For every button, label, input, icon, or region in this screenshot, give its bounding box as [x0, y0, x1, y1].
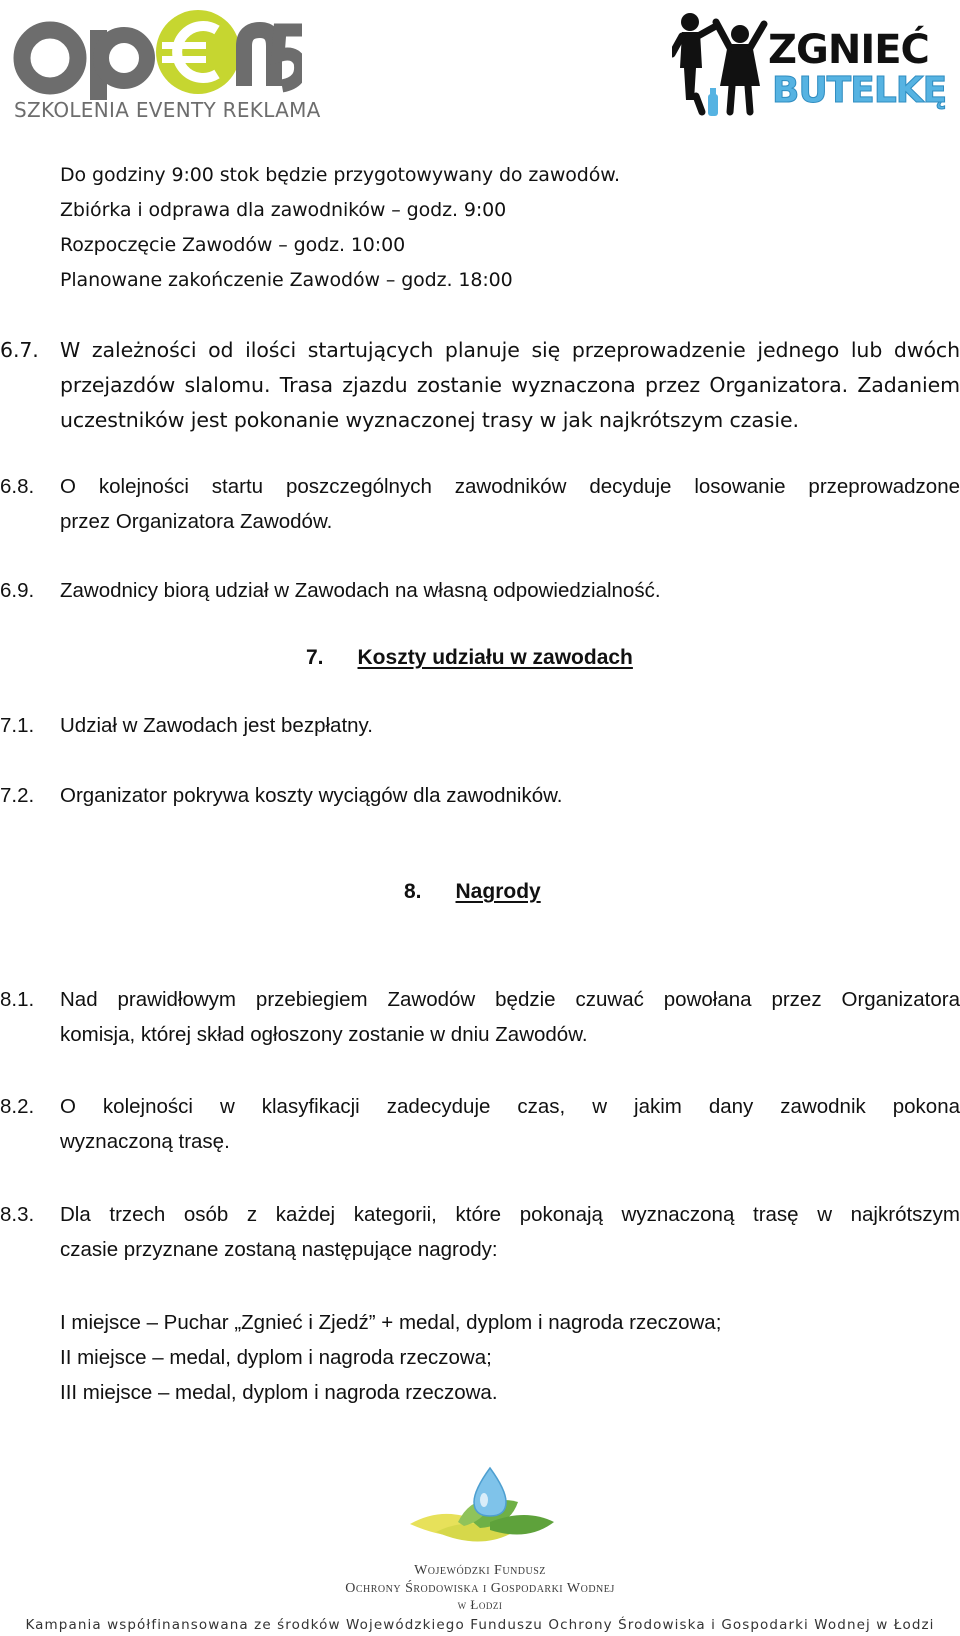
- fund-name-line: w Łodzi: [457, 1597, 503, 1612]
- prize-line: I miejsce – Puchar „Zgnieć i Zjedź” + medal, dyplom i nagroda rzeczowa;: [60, 1311, 722, 1334]
- open5-logo: [12, 6, 321, 122]
- fund-name-line: Wojewódzki Fundusz: [414, 1563, 546, 1578]
- item-text-line: Dla trzech osób z każdej kategorii, które pokonają wyznaczoną trasę w najkrótszym: [60, 1203, 960, 1226]
- item-text-line: Nad prawidłowym przebiegiem Zawodów będzie czuwać powołana przez Organizatora: [60, 988, 960, 1011]
- item-7-2: Organizator pokrywa koszty wyciągów dla zawodników.: [60, 784, 563, 807]
- item-number: 8.1.: [0, 988, 35, 1011]
- open5-wordmark-graphic: [12, 6, 302, 102]
- item-8-2: [60, 1089, 960, 1159]
- item-number: 7.2.: [0, 784, 35, 807]
- item-6-7: [60, 333, 960, 438]
- section-title: Nagrody: [455, 880, 541, 903]
- section-heading-8: [404, 874, 541, 909]
- item-number: 8.3.: [0, 1203, 35, 1226]
- item-text-line: uczestników jest pokonanie wyznaczonej trasy w jak najkrótszym czasie.: [60, 408, 799, 432]
- item-text-line: W zależności od ilości startujących planuje się przeprowadzenie jednego lub dwóch: [60, 338, 960, 362]
- schedule-line: Do godziny 9:00 stok będzie przygotowywany do zawodów.: [60, 164, 620, 186]
- item-6-9: Zawodnicy biorą udział w Zawodach na własną odpowiedzialność.: [60, 579, 661, 602]
- item-7-1: Udział w Zawodach jest bezpłatny.: [60, 714, 373, 737]
- item-8-3: [60, 1197, 960, 1267]
- figures-crushing-bottle-icon: [672, 8, 772, 118]
- section-heading-7: [306, 640, 633, 675]
- item-text-line: wyznaczoną trasę.: [60, 1130, 230, 1153]
- prize-line: III miejsce – medal, dyplom i nagroda rzeczowa.: [60, 1381, 498, 1404]
- water-drop-leaves-icon: [340, 1462, 630, 1562]
- butelke-title: BUTELKĘ: [772, 70, 947, 111]
- section-number: 7.: [306, 646, 324, 669]
- item-number: 6.7.: [0, 338, 39, 362]
- open5-tagline: SZKOLENIA EVENTY REKLAMA: [14, 98, 321, 122]
- cofinancing-footer: Kampania współfinansowana ze środków Wojewódzkiego Funduszu Ochrony Środowiska i Gospodarki Wodnej w Łodzi: [25, 1617, 935, 1633]
- item-text-line: czasie przyznane zostaną następujące nagrody:: [60, 1238, 498, 1261]
- item-text-line: O kolejności startu poszczególnych zawodników decyduje losowanie przeprowadzone: [60, 475, 960, 498]
- item-number: 7.1.: [0, 714, 35, 737]
- fund-name-line: Ochrony Środowiska i Gospodarki Wodnej: [345, 1581, 615, 1596]
- section-number: 8.: [404, 880, 422, 903]
- prize-line: II miejsce – medal, dyplom i nagroda rzeczowa;: [60, 1346, 492, 1369]
- item-text-line: przez Organizatora Zawodów.: [60, 510, 333, 533]
- item-8-1: [60, 982, 960, 1052]
- zgniec-butelke-logo: [672, 8, 954, 118]
- item-text-line: komisja, której skład ogłoszony zostanie w dniu Zawodów.: [60, 1023, 588, 1046]
- item-number: 6.8.: [0, 475, 35, 498]
- zgniec-title: ZGNIEĆ: [768, 27, 929, 73]
- item-number: 6.9.: [0, 579, 35, 602]
- item-text-line: przejazdów slalomu. Trasa zjazdu zostanie wyznaczona przez Organizatora. Zadaniem: [60, 373, 960, 397]
- section-title: Koszty udziału w zawodach: [357, 646, 633, 669]
- schedule-line: Planowane zakończenie Zawodów – godz. 18:00: [60, 269, 513, 291]
- schedule-line: Rozpoczęcie Zawodów – godz. 10:00: [60, 234, 406, 256]
- schedule-line: Zbiórka i odprawa dla zawodników – godz. 9:00: [60, 199, 507, 221]
- item-text-line: O kolejności w klasyfikacji zadecyduje czas, w jakim dany zawodnik pokona: [60, 1095, 960, 1118]
- item-number: 8.2.: [0, 1095, 35, 1118]
- item-6-8: [60, 469, 960, 539]
